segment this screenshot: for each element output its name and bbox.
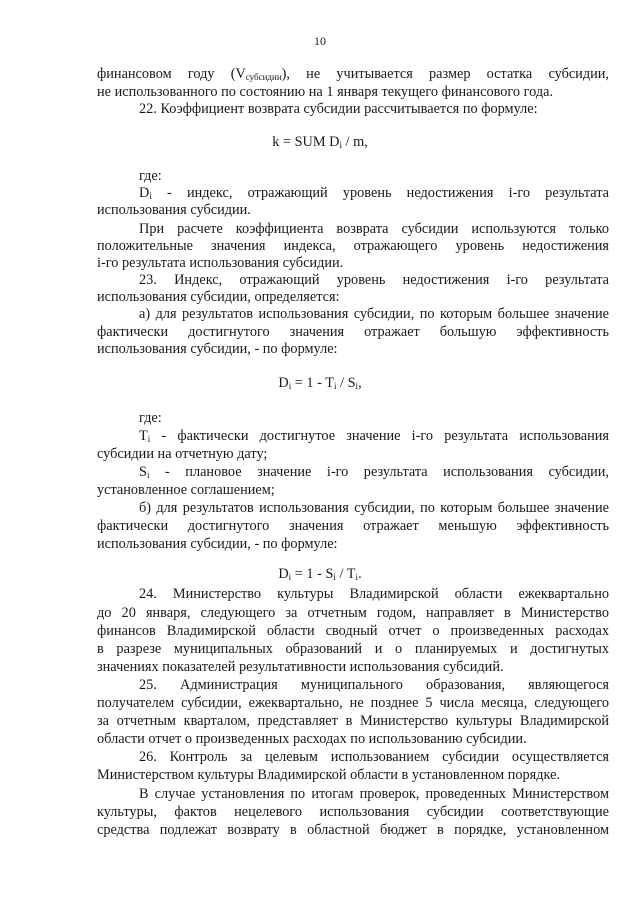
subscript: i bbox=[333, 572, 336, 582]
text-line-10: 23. Индекс, отражающий уровень недостижения i-го результата bbox=[139, 272, 609, 288]
text-line-23: 24. Министерство культуры Владимирской области ежеквартально bbox=[139, 586, 609, 602]
text-line-30: за отчетным кварталом, представляет в Министерство культуры Владимирской bbox=[97, 713, 609, 729]
text-fragment: T bbox=[139, 428, 148, 444]
subscript: i bbox=[288, 572, 292, 582]
text-line-36: средства подлежат возврату в областной бюджет в порядке, установленном bbox=[97, 822, 609, 838]
text-fragment: ), не учитывается размер остатка субсидии, bbox=[281, 66, 609, 82]
text-fragment: - индекс, отражающий уровень недостижения i-го результата bbox=[151, 185, 609, 201]
text-fragment: - плановое значение i-го результата использования субсидии, bbox=[149, 464, 609, 480]
text-line-11: использования субсидии, определяется: bbox=[97, 289, 340, 305]
text-line-33: Министерством культуры Владимирской области в установленном порядке. bbox=[97, 767, 561, 783]
text-line-34: В случае установления по итогам проверок, проведенных Министерством bbox=[139, 786, 609, 802]
text-line-1 bbox=[97, 66, 609, 83]
text-line-3: 22. Коэффициент возврата субсидии рассчитывается по формуле: bbox=[139, 101, 538, 117]
subscript: i bbox=[333, 381, 337, 391]
text-line-17: субсидии на отчетную дату; bbox=[97, 446, 268, 462]
text-line-29: получателем субсидии, ежеквартально, не позднее 5 числа месяца, следующего bbox=[97, 695, 609, 711]
formula-text: , bbox=[358, 375, 362, 391]
text-line-35: культуры, фактов нецелевого использования субсидии соответствующие bbox=[97, 804, 609, 820]
text-line-14: использования субсидии, - по формуле: bbox=[97, 341, 338, 357]
subscript: субсидии bbox=[245, 72, 282, 82]
text-line-22: использования субсидии, - по формуле: bbox=[97, 536, 338, 552]
text-line-32: 26. Контроль за целевым использованием субсидии осуществляется bbox=[139, 749, 609, 765]
text-line-4: где: bbox=[139, 168, 162, 184]
formula-text: D bbox=[278, 566, 289, 582]
formula-text: = 1 - T bbox=[291, 375, 334, 391]
subscript: i bbox=[147, 434, 151, 444]
subscript: i bbox=[149, 191, 152, 201]
formula-text: = 1 - S bbox=[291, 566, 334, 582]
formula-di-a bbox=[0, 375, 640, 392]
text-line-8: положительные значения индекса, отражающего уровень недостижения bbox=[97, 238, 609, 254]
formula-k bbox=[0, 134, 640, 151]
text-line-31: области отчет о произведенных расходах по использованию субсидии. bbox=[97, 731, 527, 747]
text-line-6: использования субсидии. bbox=[97, 202, 251, 218]
subscript: i bbox=[146, 470, 150, 480]
text-fragment: финансовом году (V bbox=[97, 66, 246, 82]
text-line-27: значениях показателей результативности использования субсидий. bbox=[97, 659, 504, 675]
text-line-2: не использованного по состоянию на 1 января текущего финансового года. bbox=[97, 84, 554, 100]
text-line-5 bbox=[139, 185, 609, 202]
subscript: i bbox=[355, 381, 359, 391]
formula-text: . bbox=[358, 566, 362, 582]
subscript: i bbox=[339, 140, 342, 150]
text-line-15: где: bbox=[139, 410, 162, 426]
formula-text: D bbox=[278, 375, 289, 391]
page-number: 10 bbox=[314, 34, 326, 48]
formula-di-b bbox=[0, 566, 640, 583]
text-line-21: фактически достигнутого значения отражает меньшую эффективность bbox=[97, 518, 609, 534]
text-line-24: до 20 января, следующего за отчетным годом, направляет в Министерство bbox=[97, 605, 609, 621]
text-line-18 bbox=[139, 464, 609, 481]
text-line-28: 25. Администрация муниципального образования, являющегося bbox=[139, 677, 609, 693]
formula-text: / m, bbox=[341, 134, 368, 150]
text-line-20: б) для результатов использования субсидии, по которым большее значение bbox=[139, 500, 609, 516]
text-fragment: D bbox=[139, 185, 150, 201]
text-line-25: финансов Владимирской области сводный отчет о произведенных расходах bbox=[97, 623, 609, 639]
formula-text: / S bbox=[336, 375, 356, 391]
formula-text: / T bbox=[335, 566, 356, 582]
text-line-26: в разрезе муниципальных образований и о планируемых и достигнутых bbox=[97, 641, 609, 657]
text-line-16 bbox=[139, 428, 609, 445]
text-line-13: фактически достигнутого значения отражает большую эффективность bbox=[97, 324, 609, 340]
subscript: i bbox=[288, 381, 292, 391]
text-line-19: установленное соглашением; bbox=[97, 482, 275, 498]
text-line-9: i-го результата использования субсидии. bbox=[97, 255, 344, 271]
text-fragment: S bbox=[139, 464, 147, 480]
subscript: i bbox=[355, 572, 359, 582]
formula-text: k = SUM D bbox=[272, 134, 340, 150]
text-line-7: При расчете коэффициента возврата субсидии используются только bbox=[139, 221, 609, 237]
text-line-12: а) для результатов использования субсидии, по которым большее значение bbox=[139, 306, 609, 322]
text-fragment: - фактически достигнутое значение i-го результата использования bbox=[150, 428, 609, 444]
